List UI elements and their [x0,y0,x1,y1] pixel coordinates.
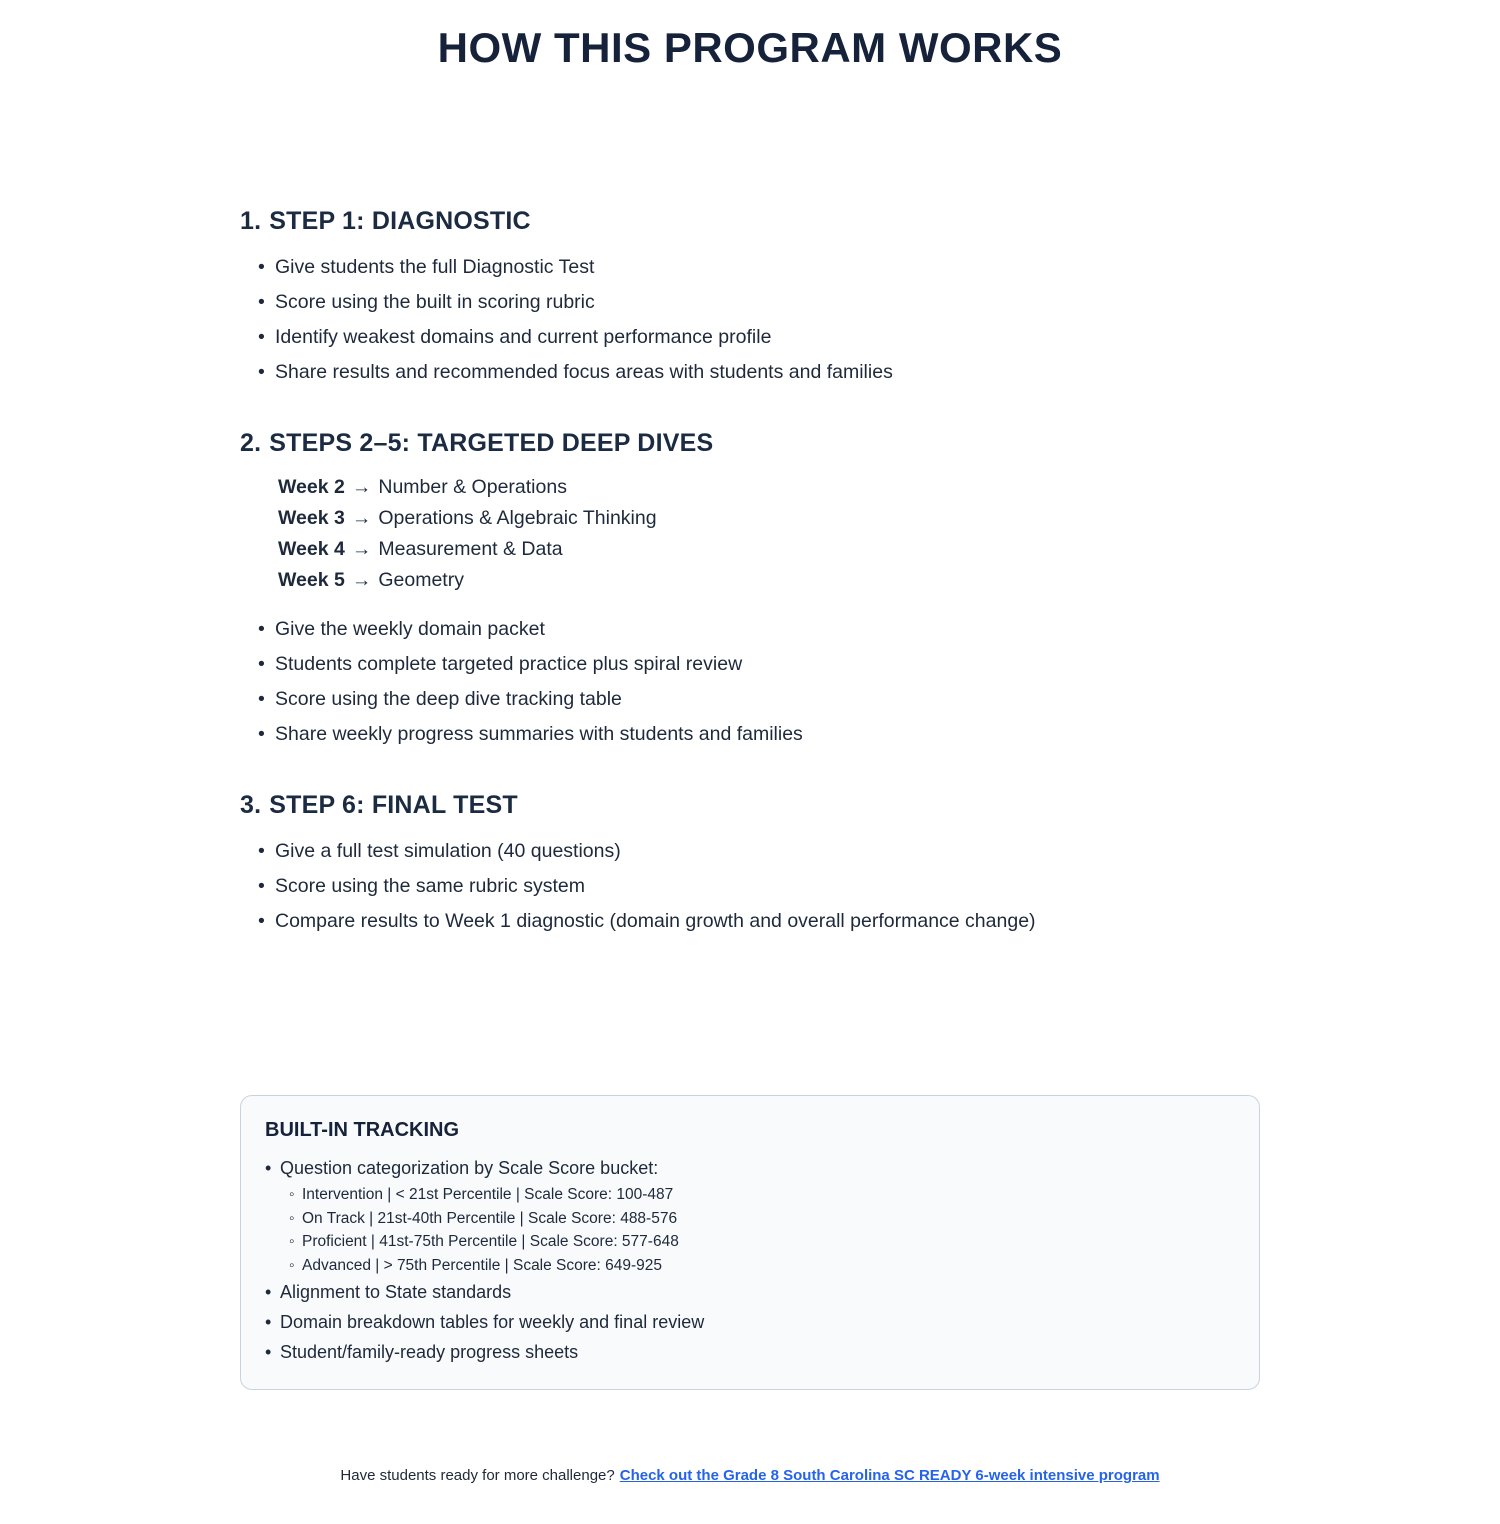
bullet-icon: • [265,1312,272,1332]
tracking-list-item [265,1277,1235,1307]
list-item [258,320,1260,355]
bullet-icon: • [258,256,265,278]
list-item-text: Identify weakest domains and current performance profile [275,326,772,348]
list-item-text: Score using the deep dive tracking table [275,688,622,710]
page-title: HOW THIS PROGRAM WORKS [437,24,1063,71]
section-number: 1. [240,207,262,235]
section-title: STEP 6: FINAL TEST [269,791,518,819]
sub-bullet-icon: ◦ [289,1256,295,1274]
arrow-icon: → [351,569,372,591]
sub-list-item [289,1254,1235,1278]
tracking-item-row [265,1153,1235,1183]
tracking-item-row [265,1277,1235,1307]
week-topic: Geometry [378,569,464,591]
week-line [278,534,1260,565]
list-item-text: Give the weekly domain packet [275,618,545,640]
list-item [258,834,1260,869]
week-label: Week 4 [278,538,345,560]
bullet-icon: • [265,1282,272,1302]
list-item-text: Score using the built in scoring rubric [275,291,595,313]
week-topic: Measurement & Data [378,538,563,560]
sub-list-item [289,1230,1235,1254]
sub-item-text: Advanced | > 75th Percentile | Scale Score: 649-925 [302,1256,663,1274]
program-step-section [240,428,1260,752]
week-topic: Number & Operations [378,476,567,498]
week-label: Week 5 [278,569,345,591]
list-item-text: Student/family-ready progress sheets [280,1342,579,1362]
list-item [258,285,1260,320]
week-label: Week 3 [278,507,345,529]
tracking-box [240,1095,1260,1390]
section-heading [240,790,1260,820]
sub-item-text: On Track | 21st-40th Percentile | Scale Score: 488-576 [302,1209,678,1227]
sub-item-text: Proficient | 41st-75th Percentile | Scale Score: 577-648 [302,1233,679,1250]
week-label: Week 2 [278,476,345,498]
footer-text: Have students ready for more challenge? [340,1467,615,1484]
list-item-text: Students complete targeted practice plus spiral review [275,653,743,675]
sub-list [265,1183,1235,1277]
bullet-list [240,612,1260,752]
arrow-icon: → [351,507,372,529]
list-item [258,904,1260,939]
list-item [258,717,1260,752]
bullet-list [240,834,1260,939]
tracking-item-row [265,1337,1235,1367]
sub-list-item [289,1183,1235,1207]
list-item [258,682,1260,717]
bullet-icon: • [258,910,265,932]
week-line [278,472,1260,503]
tracking-list-item [265,1337,1235,1367]
tracking-box-heading: BUILT-IN TRACKING [265,1119,460,1141]
bullet-icon: • [258,291,265,313]
week-line [278,565,1260,596]
list-item-text: Score using the same rubric system [275,875,585,897]
list-item-text: Question categorization by Scale Score bucket: [280,1158,659,1178]
weeks-list [278,472,1260,596]
list-item [258,355,1260,390]
tracking-item-row [265,1307,1235,1337]
section-number: 2. [240,429,262,457]
sub-list-item [289,1207,1235,1231]
bullet-icon: • [258,326,265,348]
tracking-list [265,1153,1235,1367]
bullet-icon: • [265,1342,272,1362]
section-title: STEP 1: DIAGNOSTIC [269,207,531,235]
list-item-text: Domain breakdown tables for weekly and final review [280,1312,705,1332]
week-line [278,503,1260,534]
bullet-icon: • [258,361,265,383]
bullet-icon: • [258,723,265,745]
footer-link[interactable]: Check out the Grade 8 South Carolina SC READY 6-week intensive program [619,1467,1160,1484]
tracking-list-item [265,1153,1235,1277]
sub-bullet-icon: ◦ [289,1209,295,1227]
arrow-icon: → [351,476,372,498]
bullet-icon: • [258,875,265,897]
program-step-section [240,206,1260,390]
list-item-text: Compare results to Week 1 diagnostic (domain growth and overall performance change) [275,910,1036,932]
steps-list [240,206,1260,939]
section-heading [240,428,1260,458]
bullet-icon: • [258,840,265,862]
week-topic: Operations & Algebraic Thinking [378,507,657,529]
bullet-list [240,250,1260,390]
list-item [258,647,1260,682]
list-item-text: Give students the full Diagnostic Test [275,256,595,278]
section-heading [240,206,1260,236]
list-item-text: Alignment to State standards [280,1282,512,1302]
list-item [258,869,1260,904]
program-step-section [240,790,1260,939]
list-item-text: Share weekly progress summaries with students and families [275,723,803,745]
list-item [258,250,1260,285]
footer-note [0,1466,1500,1486]
arrow-icon: → [351,538,372,560]
list-item [258,612,1260,647]
bullet-icon: • [258,618,265,640]
list-item-text: Share results and recommended focus areas with students and families [275,361,893,383]
section-title: STEPS 2–5: TARGETED DEEP DIVES [269,429,714,457]
sub-bullet-icon: ◦ [289,1233,295,1250]
sub-item-text: Intervention | < 21st Percentile | Scale Score: 100-487 [302,1186,674,1203]
bullet-icon: • [258,653,265,675]
list-item-text: Give a full test simulation (40 questions) [275,840,621,862]
section-number: 3. [240,791,262,819]
sub-bullet-icon: ◦ [289,1186,295,1203]
bullet-icon: • [265,1158,272,1178]
content-column [240,206,1260,1390]
bullet-icon: • [258,688,265,710]
document-page [0,24,1500,1524]
tracking-list-item [265,1307,1235,1337]
